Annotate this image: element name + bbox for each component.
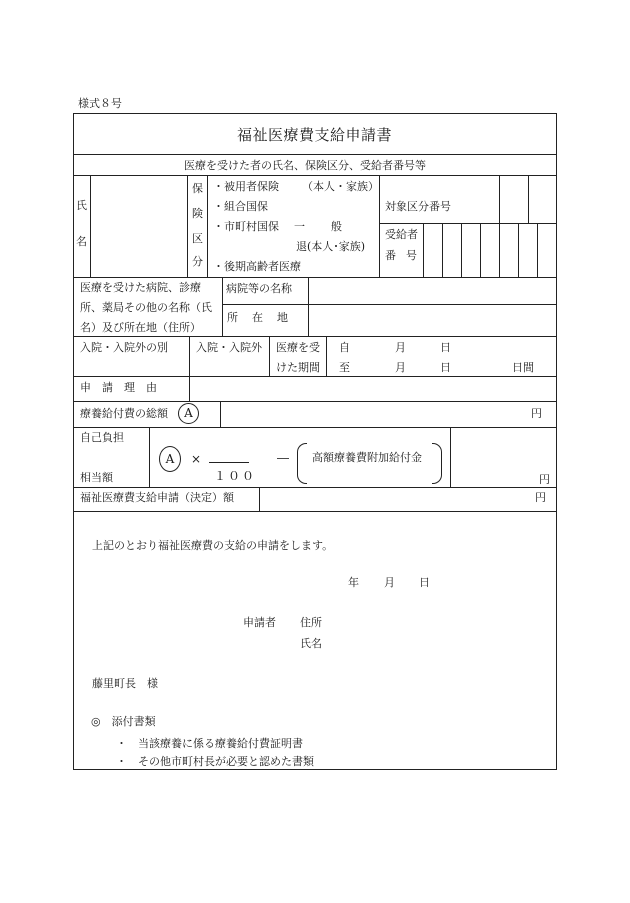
applicant-address-label: 住所 <box>300 616 322 629</box>
self-pay-yen: 円 <box>539 473 550 486</box>
name-label-1: 氏 <box>76 199 87 212</box>
attachments-heading: ◎ 添付書類 <box>91 715 156 728</box>
hospital-address-field[interactable] <box>309 305 556 335</box>
period-label-1: 医療を受 <box>276 341 320 354</box>
applicant-name-field[interactable] <box>330 634 545 652</box>
welfare-amount-label: 福祉医療費支給申請（決定）額 <box>80 491 234 504</box>
form-title: 福祉医療費支給申請書 <box>237 126 393 144</box>
self-pay-amount-field[interactable] <box>451 428 535 486</box>
insurance-label-1: 保 <box>192 182 203 195</box>
attachment-item: ・ 当該療養に係る療養給付費証明書 <box>116 737 303 750</box>
insurance-label-3: 区 <box>192 232 203 245</box>
form-number: 様式８号 <box>78 97 122 110</box>
date-day: 日 <box>419 576 430 589</box>
inpatient-value[interactable]: 入院・入院外 <box>196 341 262 354</box>
insurance-option-elderly[interactable]: ・後期高齢者医療 <box>213 260 301 273</box>
fraction-bar <box>209 462 249 463</box>
reason-field[interactable] <box>190 377 556 400</box>
cell-border <box>379 175 380 277</box>
address-label-3: 地 <box>277 311 288 324</box>
period-days: 日間 <box>512 361 534 374</box>
hospital-name-label: 病院等の名称 <box>226 282 292 295</box>
name-field[interactable] <box>91 176 186 276</box>
formula-denominator: １００ <box>214 469 257 483</box>
insurance-option-general-2: 般 <box>331 220 342 233</box>
formula-minus: ― <box>277 451 289 465</box>
statement: 上記のとおり福祉医療費の支給の申請をします。 <box>92 539 334 552</box>
formula-bracket-text: 高額療養費附加給付金 <box>312 451 422 464</box>
cell-border <box>222 277 223 336</box>
address-label-1: 所 <box>227 311 238 324</box>
welfare-yen: 円 <box>535 491 546 504</box>
cell-border <box>269 336 270 376</box>
insurance-label-2: 険 <box>192 207 203 220</box>
insurance-option-employee-family: （本人・家族） <box>302 180 379 193</box>
period-label-2: けた期間 <box>276 361 320 374</box>
recipient-label-1: 受給者 <box>385 228 418 241</box>
period-from-label: 自 <box>339 341 350 354</box>
period-field[interactable] <box>327 337 556 375</box>
total-label: 療養給付費の総額 <box>80 407 168 420</box>
total-yen: 円 <box>531 407 542 420</box>
hospital-section-label-1: 医療を受けた病院、診療 <box>80 281 201 294</box>
target-category-label: 対象区分番号 <box>385 200 451 213</box>
divider <box>73 154 557 155</box>
insurance-option-general-1: 一 <box>294 220 305 233</box>
insurance-option-employee[interactable]: ・被用者保険 <box>213 180 279 193</box>
divider <box>73 511 557 512</box>
welfare-amount-field[interactable] <box>260 488 531 510</box>
period-to-month: 月 <box>395 361 406 374</box>
target-category-box-1[interactable] <box>500 176 527 222</box>
subheader: 医療を受けた者の氏名、保険区分、受給者番号等 <box>184 159 426 172</box>
inpatient-label: 入院・入院外の別 <box>80 341 168 354</box>
hospital-name-field[interactable] <box>309 278 556 303</box>
address-label-2: 在 <box>252 311 263 324</box>
hospital-section-label-3: 名）及び所在地（住所） <box>80 321 201 334</box>
cell-border <box>149 427 150 487</box>
insurance-label-4: 分 <box>192 255 203 268</box>
period-to-label: 至 <box>339 361 350 374</box>
circle-a-marker: A <box>178 403 199 424</box>
hospital-section-label-2: 所、薬局その他の名称（氏 <box>80 301 212 314</box>
applicant-label: 申請者 <box>243 616 276 629</box>
recipient-label-3: 号 <box>406 249 417 262</box>
self-pay-label-1: 自己負担 <box>80 431 124 444</box>
insurance-option-retired: 退(本人･家族) <box>296 240 366 253</box>
reason-label: 申 請 理 由 <box>80 381 157 394</box>
attachment-item: ・ その他市町村長が必要と認めた書類 <box>116 755 314 768</box>
self-pay-label-2: 相当額 <box>80 471 113 484</box>
name-label-2: 名 <box>76 235 87 248</box>
cell-border <box>207 175 208 277</box>
left-bracket <box>297 443 307 484</box>
formula-times: × <box>191 452 202 466</box>
recipient-number-field[interactable] <box>424 224 556 276</box>
total-amount-field[interactable] <box>221 402 527 426</box>
right-bracket <box>432 443 442 484</box>
applicant-name-label: 氏名 <box>300 637 322 650</box>
period-from-month: 月 <box>395 341 406 354</box>
insurance-option-union[interactable]: ・組合国保 <box>213 200 268 213</box>
date-year: 年 <box>348 576 359 589</box>
period-from-day: 日 <box>440 341 451 354</box>
formula-circle-a: A <box>159 446 181 472</box>
insurance-option-municipal[interactable]: ・市町村国保 <box>213 220 279 233</box>
cell-border <box>187 175 188 277</box>
date-month: 月 <box>384 576 395 589</box>
applicant-address-field[interactable] <box>330 613 545 631</box>
cell-border <box>189 336 190 376</box>
period-to-day: 日 <box>440 361 451 374</box>
target-category-box-2[interactable] <box>529 176 556 222</box>
addressee: 藤里町長 様 <box>92 677 158 690</box>
recipient-label-2: 番 <box>385 249 396 262</box>
